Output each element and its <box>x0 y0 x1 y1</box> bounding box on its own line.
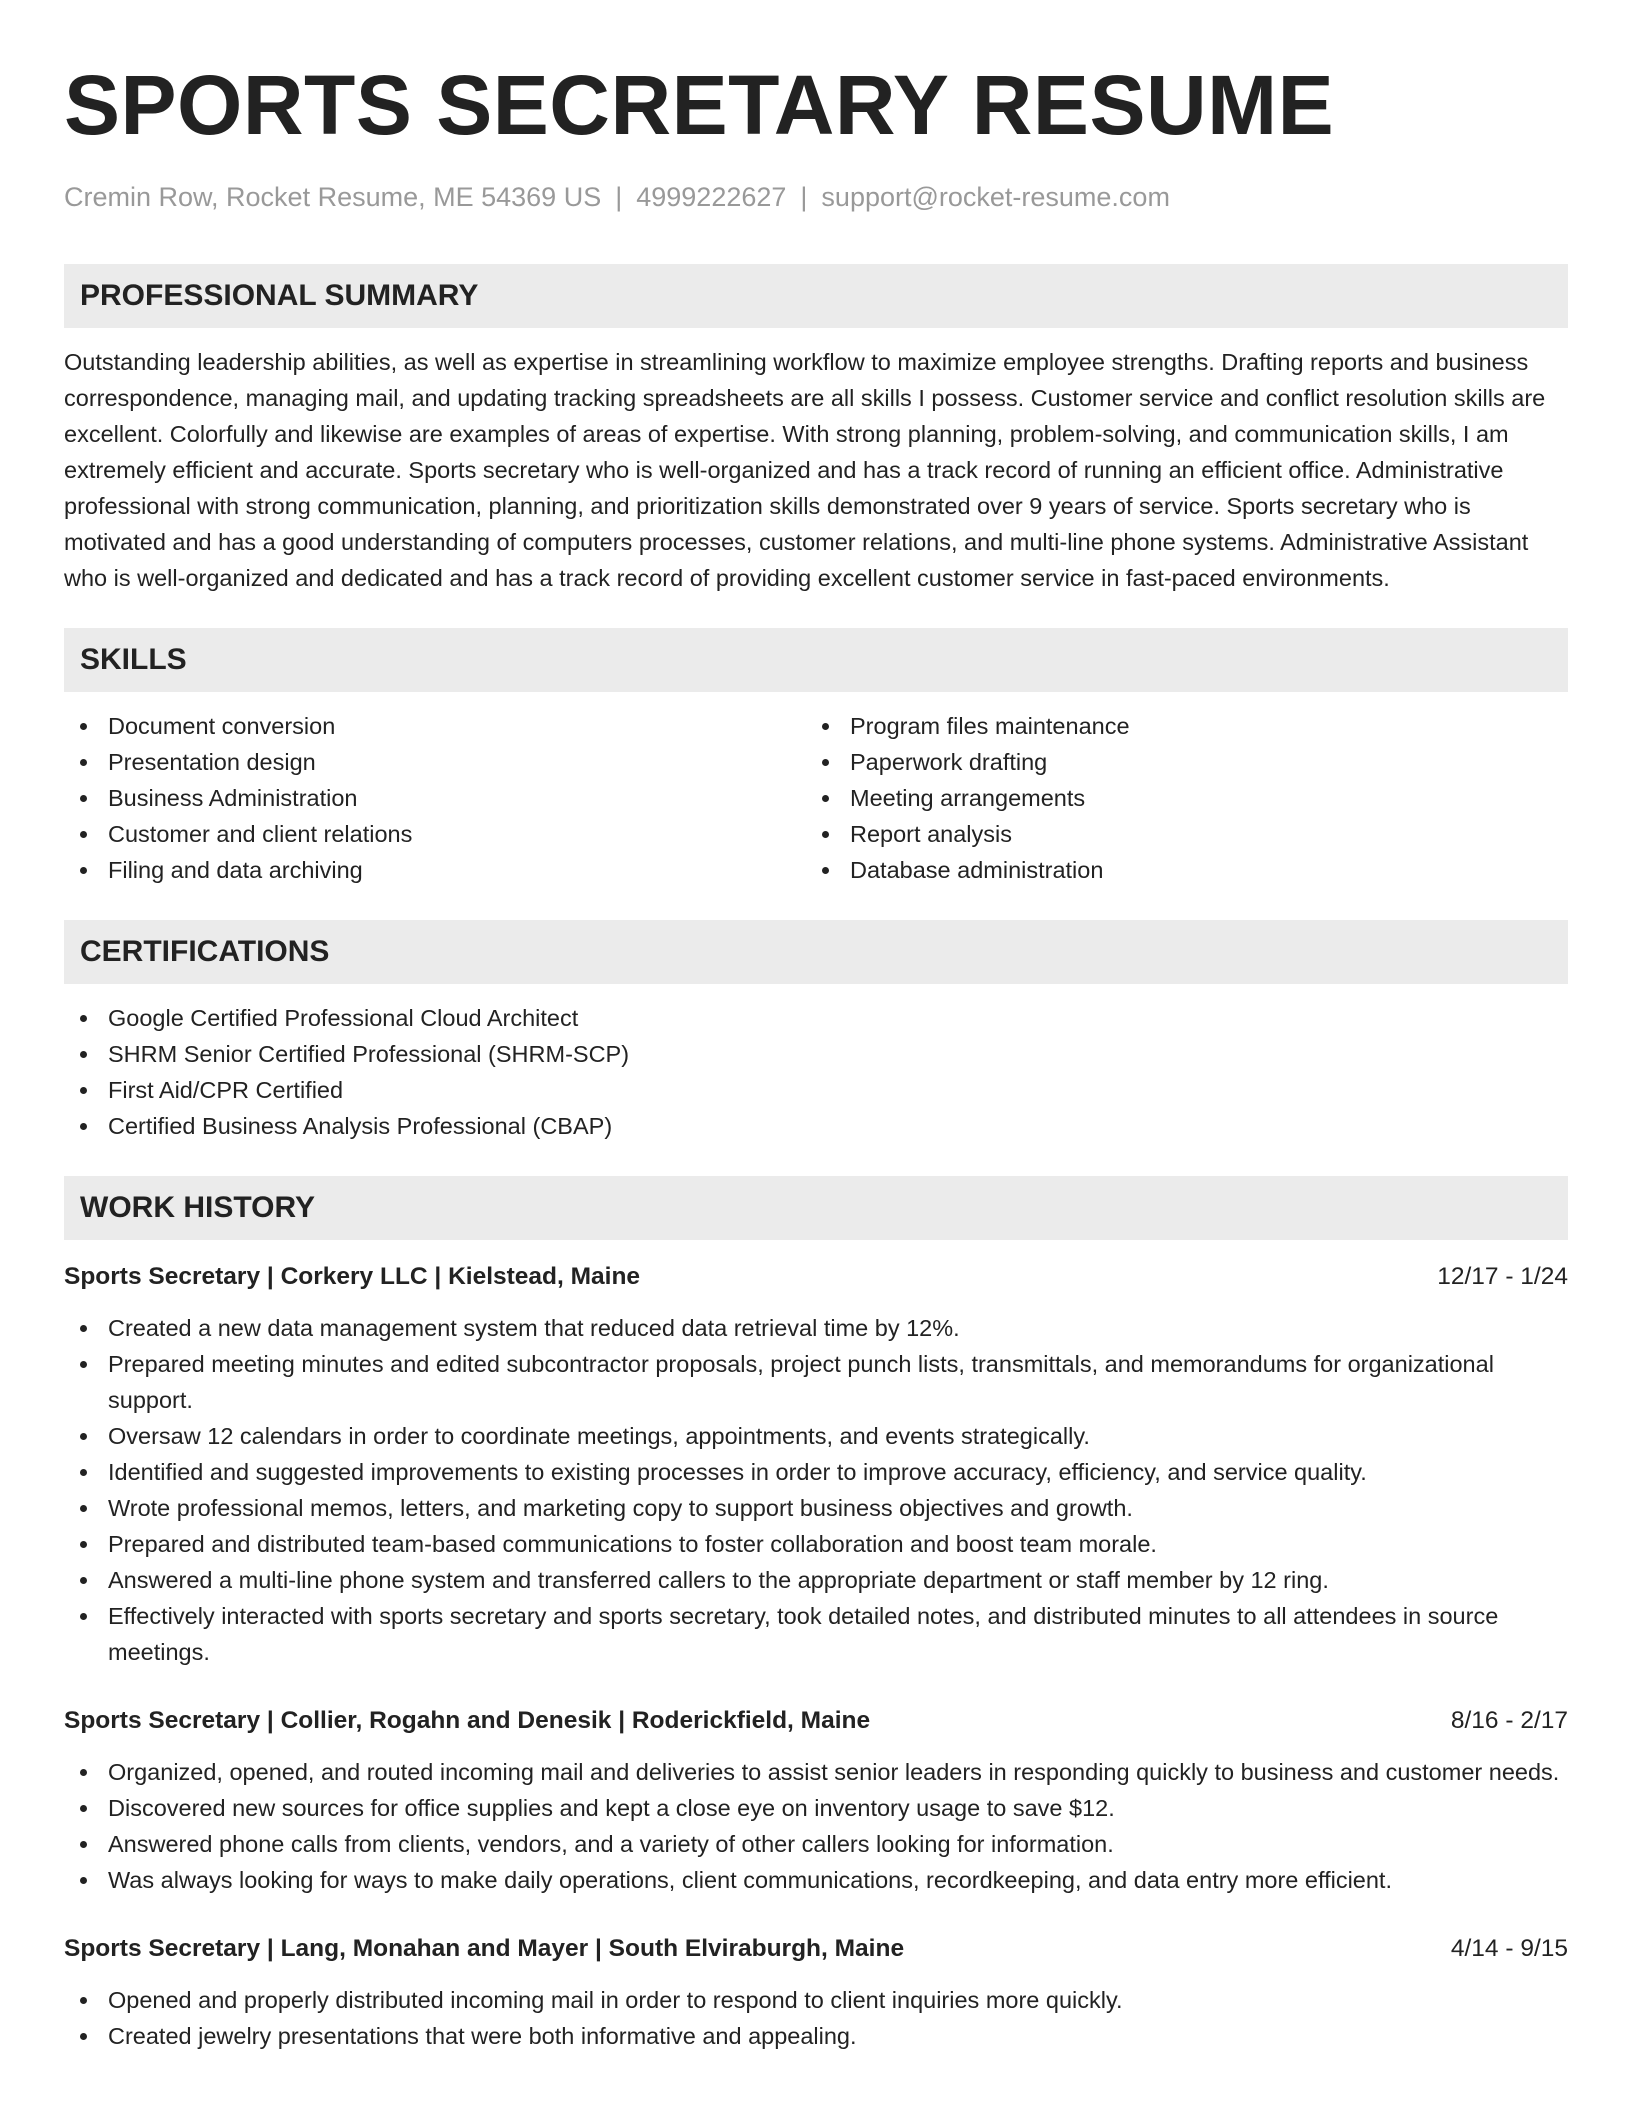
summary-text: Outstanding leadership abilities, as well as expertise in streamlining workflow to maximize employee strengths. Drafting reports and business correspondence, managing mail, and updating tracking spreadsheets are all skills I possess. Customer service and conflict resolution skills are excellent. Colorfully and likewise are examples of areas of expertise. With strong planning, problem-solving, and communication skills, I am extremely efficient and accurate. Sports secretary who is well-organized and has a track record of running an efficient office. Administrative professional with strong communication, planning, and prioritization skills demonstrated over 9 years of service. Sports secretary who is motivated and has a good understanding of computers processes, customer relations, and multi-line phone systems. Administrative Assistant who is well-organized and dedicated and has a track record of providing excellent customer service in fast-paced environments. <box>64 349 1546 591</box>
contact-line <box>64 180 1568 214</box>
job-bullet: Identified and suggested improvements to existing processes in order to improve accuracy, efficiency, and service quality. <box>64 1454 1568 1490</box>
job-bullet: Wrote professional memos, letters, and marketing copy to support business objectives and growth. <box>64 1490 1568 1526</box>
skill-item: Filing and data archiving <box>64 852 806 888</box>
section-header-work-history: WORK HISTORY <box>64 1176 1568 1240</box>
job-dates: 8/16 - 2/17 <box>1450 1707 1568 1734</box>
job-title: Sports Secretary | Lang, Monahan and Mayer | South Elviraburgh, Maine <box>64 1935 905 1962</box>
contact-address: Cremin Row, Rocket Resume, ME 54369 US <box>64 182 602 212</box>
job-dates: 12/17 - 1/24 <box>1437 1263 1568 1290</box>
certification-item: First Aid/CPR Certified <box>64 1072 1568 1108</box>
job-title: Sports Secretary | Collier, Rogahn and Denesik | Roderickfield, Maine <box>64 1707 871 1734</box>
job-bullet: Created a new data management system that reduced data retrieval time by 12%. <box>64 1310 1568 1346</box>
job-bullet: Answered a multi-line phone system and transferred callers to the appropriate department or staff member by 12 ring. <box>64 1562 1568 1598</box>
job-bullets <box>64 1754 1568 1898</box>
skill-item: Program files maintenance <box>806 708 1548 744</box>
skills-column-left <box>64 708 806 888</box>
skill-item: Document conversion <box>64 708 806 744</box>
contact-phone: 4999222627 <box>636 182 787 212</box>
resume-page <box>64 0 1568 2054</box>
certifications-list <box>64 1000 1568 1144</box>
job-entry <box>64 1260 1568 1670</box>
job-title: Sports Secretary | Corkery LLC | Kielstead, Maine <box>64 1263 641 1290</box>
job-heading <box>64 1260 1568 1294</box>
job-bullet: Oversaw 12 calendars in order to coordinate meetings, appointments, and events strategically. <box>64 1418 1568 1454</box>
section-header-certifications: CERTIFICATIONS <box>64 920 1568 984</box>
job-bullet: Opened and properly distributed incoming mail in order to respond to client inquiries more quickly. <box>64 1982 1568 2018</box>
contact-email: support@rocket-resume.com <box>821 182 1170 212</box>
job-bullet: Created jewelry presentations that were both informative and appealing. <box>64 2018 1568 2054</box>
job-bullets <box>64 1310 1568 1670</box>
skill-item: Database administration <box>806 852 1548 888</box>
job-bullet: Answered phone calls from clients, vendors, and a variety of other callers looking for information. <box>64 1826 1568 1862</box>
job-heading <box>64 1932 1568 1966</box>
skill-item: Paperwork drafting <box>806 744 1548 780</box>
job-bullets <box>64 1982 1568 2054</box>
skills-grid <box>64 708 1568 888</box>
certification-item: Certified Business Analysis Professional (CBAP) <box>64 1108 1568 1144</box>
job-bullet: Prepared meeting minutes and edited subcontractor proposals, project punch lists, transmittals, and memorandums for organizational support. <box>64 1346 1568 1418</box>
skill-item: Report analysis <box>806 816 1548 852</box>
job-entry <box>64 1704 1568 1898</box>
section-header-skills: SKILLS <box>64 628 1568 692</box>
skill-item: Customer and client relations <box>64 816 806 852</box>
skills-column-right <box>806 708 1548 888</box>
skill-item: Meeting arrangements <box>806 780 1548 816</box>
job-bullet: Effectively interacted with sports secretary and sports secretary, took detailed notes, and distributed minutes to all attendees in source meetings. <box>64 1598 1568 1670</box>
contact-separator: | <box>615 182 623 212</box>
job-heading <box>64 1704 1568 1738</box>
resume-title: SPORTS SECRETARY RESUME <box>64 58 1335 152</box>
job-dates: 4/14 - 9/15 <box>1450 1935 1568 1962</box>
job-bullet: Prepared and distributed team-based communications to foster collaboration and boost team morale. <box>64 1526 1568 1562</box>
section-header-summary: PROFESSIONAL SUMMARY <box>64 264 1568 328</box>
job-entry <box>64 1932 1568 2054</box>
job-bullet: Was always looking for ways to make daily operations, client communications, recordkeeping, and data entry more efficient. <box>64 1862 1568 1898</box>
skill-item: Presentation design <box>64 744 806 780</box>
skill-item: Business Administration <box>64 780 806 816</box>
certification-item: Google Certified Professional Cloud Architect <box>64 1000 1568 1036</box>
job-bullet: Organized, opened, and routed incoming mail and deliveries to assist senior leaders in responding quickly to business and customer needs. <box>64 1754 1568 1790</box>
job-bullet: Discovered new sources for office supplies and kept a close eye on inventory usage to save $12. <box>64 1790 1568 1826</box>
certification-item: SHRM Senior Certified Professional (SHRM-SCP) <box>64 1036 1568 1072</box>
contact-separator: | <box>800 182 808 212</box>
